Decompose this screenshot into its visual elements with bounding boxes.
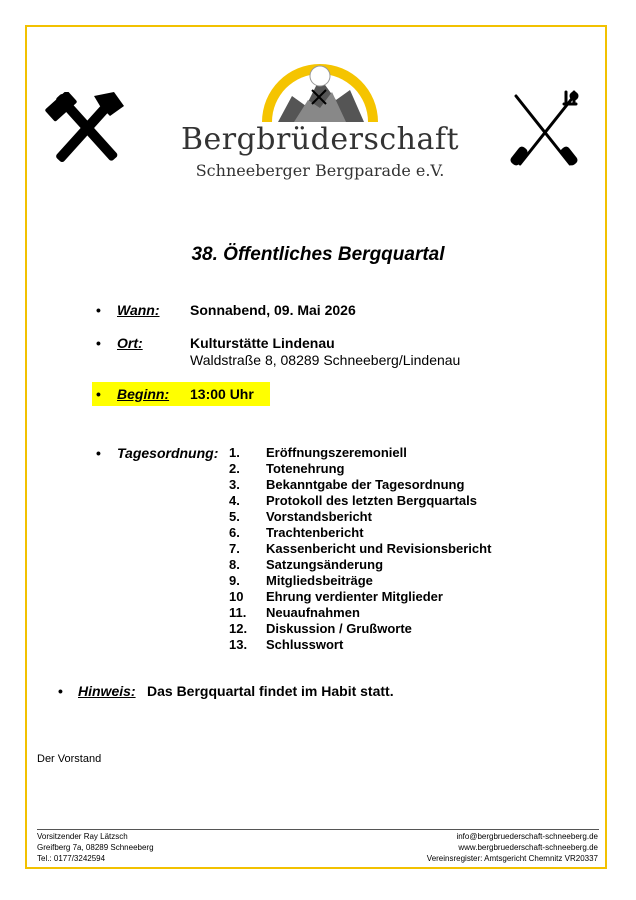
agenda-item: Neuaufnahmen	[266, 605, 360, 620]
agenda-item: Diskussion / Grußworte	[266, 621, 412, 636]
beginn-value: 13:00 Uhr	[190, 386, 254, 402]
hinweis-text: Das Bergquartal findet im Habit statt.	[147, 683, 394, 699]
ort-label: Ort:	[117, 335, 143, 351]
agenda-label: Tagesordnung:	[117, 445, 219, 461]
brotherhood-logo-icon	[258, 50, 382, 122]
agenda-number: 10	[229, 589, 244, 604]
signature: Der Vorstand	[37, 753, 102, 765]
agenda-item: Schlusswort	[266, 637, 344, 652]
agenda-number: 2.	[229, 461, 240, 476]
wann-value: Sonnabend, 09. Mai 2026	[190, 302, 356, 318]
footer-left-line: Greifberg 7a, 08289 Schneeberg	[37, 843, 154, 852]
agenda-number: 6.	[229, 525, 240, 540]
ort-value: Kulturstätte Lindenau	[190, 335, 335, 351]
bullet-dot: •	[96, 335, 101, 351]
bullet-dot: •	[58, 683, 63, 699]
agenda-item: Trachtenbericht	[266, 525, 364, 540]
agenda-item: Mitgliedsbeiträge	[266, 573, 373, 588]
crossed-tools-icon	[510, 90, 580, 170]
org-subtitle: Schneeberger Bergparade e.V.	[195, 161, 445, 180]
agenda-number: 5.	[229, 509, 240, 524]
footer-email[interactable]: info@bergbruederschaft-schneeberg.de	[456, 832, 598, 841]
agenda-number: 8.	[229, 557, 240, 572]
bullet-dot: •	[96, 302, 101, 318]
bullet-dot: •	[96, 445, 101, 461]
agenda-item: Totenehrung	[266, 461, 345, 476]
footer-left-line: Vorsitzender Ray Lätzsch	[37, 832, 128, 841]
page-title: 38. Öffentliches Bergquartal	[191, 244, 445, 265]
agenda-item: Protokoll des letzten Bergquartals	[266, 493, 477, 508]
agenda-number: 9.	[229, 573, 240, 588]
agenda-number: 12.	[229, 621, 248, 636]
agenda-number: 1.	[229, 445, 240, 460]
footer-left-line: Tel.: 0177/3242594	[37, 854, 106, 863]
hammer-and-pick-icon	[44, 92, 128, 164]
agenda-item: Bekanntgabe der Tagesordnung	[266, 477, 465, 492]
agenda-number: 13.	[229, 637, 248, 652]
ort-address: Waldstraße 8, 08289 Schneeberg/Lindenau	[190, 352, 461, 368]
footer-divider	[37, 829, 599, 830]
footer-website[interactable]: www.bergbruederschaft-schneeberg.de	[458, 843, 598, 852]
agenda-number: 4.	[229, 493, 240, 508]
beginn-label: Beginn:	[117, 386, 170, 402]
agenda-number: 7.	[229, 541, 240, 556]
agenda-number: 3.	[229, 477, 240, 492]
agenda-item: Satzungsänderung	[266, 557, 384, 572]
agenda-item: Vorstandsbericht	[266, 509, 372, 524]
agenda-number: 11.	[229, 605, 247, 620]
wann-label: Wann:	[117, 302, 160, 318]
footer-register: Vereinsregister: Amtsgericht Chemnitz VR20337	[426, 854, 598, 863]
agenda-item: Kassenbericht und Revisionsbericht	[266, 541, 492, 556]
bullet-dot: •	[96, 386, 101, 402]
agenda-item: Ehrung verdienter Mitglieder	[266, 589, 443, 604]
org-name: Bergbrüderschaft	[180, 122, 460, 157]
hinweis-label: Hinweis:	[78, 683, 136, 699]
agenda-item: Eröffnungszeremoniell	[266, 445, 407, 460]
